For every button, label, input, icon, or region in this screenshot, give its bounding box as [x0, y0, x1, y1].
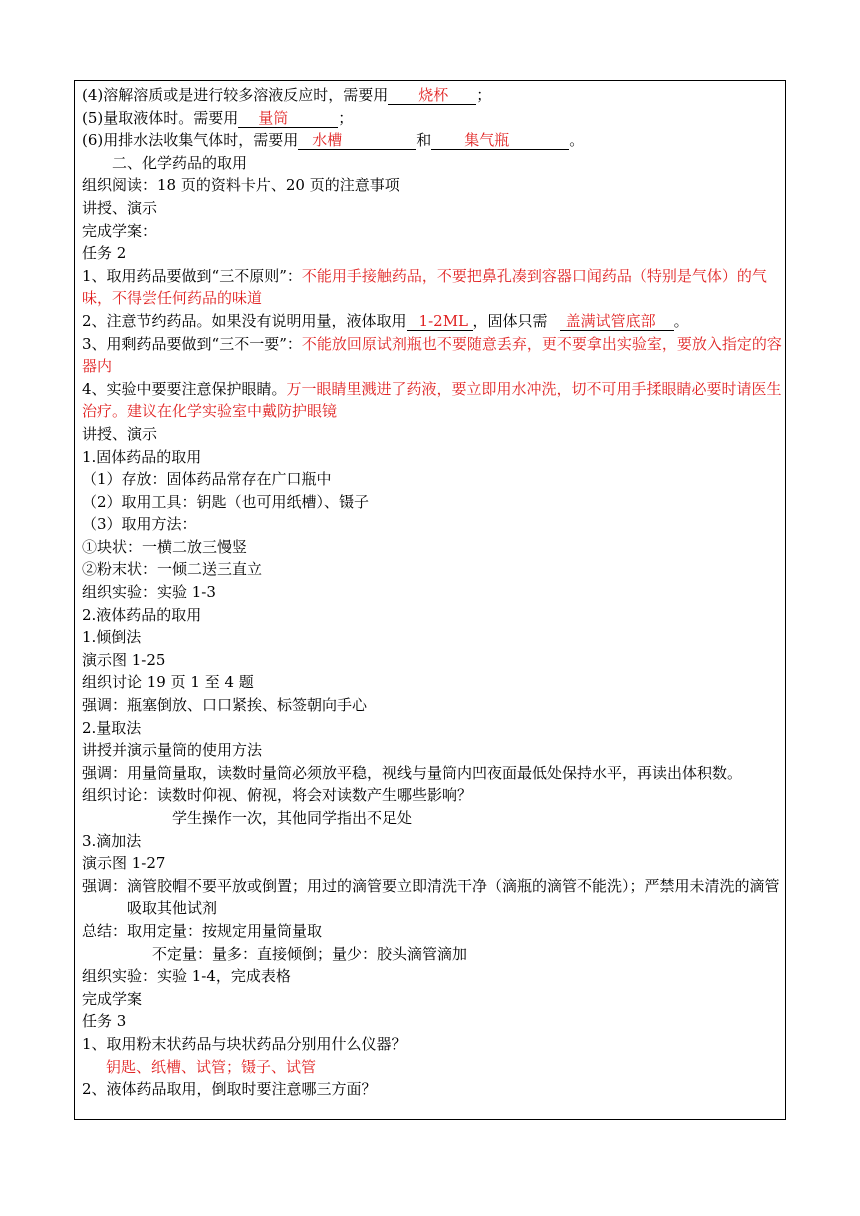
- student-operation: 学生操作一次，其他同学指出不足处: [172, 809, 413, 827]
- emphasis-measuring: 强调：用量筒量取，读数时量筒必须放平稳，视线与量筒内凹夜面最低处保持水平，再读出体积数。: [82, 763, 743, 782]
- lesson-content: [82, 84, 784, 1101]
- demo-fig-1-27: 演示图 1-27: [82, 854, 166, 873]
- section-heading: 二、化学药品的取用: [112, 153, 248, 172]
- solid-block: ①块状：一横二放三慢竖: [82, 537, 248, 556]
- task2-item-1: [82, 265, 784, 310]
- lecture-line: 讲授、演示: [82, 198, 158, 217]
- answer-blank: [298, 132, 416, 150]
- task3-answer-1: 钥匙、纸槽、试管；镊子、试管: [106, 1057, 317, 1076]
- discussion-reading: 组织讨论：读数时仰视、俯视，将会对读数产生哪些影响？: [82, 786, 473, 805]
- task-3-heading: 任务 3: [82, 1012, 127, 1031]
- answer-liquid-amount: 1-2ML: [418, 311, 469, 330]
- answer-blank: [560, 313, 674, 331]
- solid-tools: （2）取用工具：钥匙（也可用纸槽）、镊子: [82, 492, 370, 511]
- experiment-1-4: 组织实验：实验 1-4，完成表格: [82, 967, 291, 986]
- item-5-text: (5)量取液体时。需要用: [82, 108, 239, 127]
- solid-storage: （1）存放：固体药品常存在广口瓶中: [82, 470, 332, 489]
- item-6-text: (6)用排水法收集气体时，需要用: [82, 131, 299, 150]
- emphasis-dropper: 强调：滴管胶帽不要平放或倒置；用过的滴管要立即清洗干净（滴瓶的滴管不能洗）；严禁用未清洗的滴管吸取其他试剂: [82, 876, 780, 918]
- emphasis-pouring: 强调：瓶塞倒放、口口紧挨、标签朝向手心: [82, 696, 368, 715]
- task-2-heading: 任务 2: [82, 244, 127, 263]
- task2-item-2: [82, 310, 784, 333]
- dropping-heading: 3.滴加法: [82, 831, 142, 850]
- answer-blank: [407, 313, 473, 331]
- discussion-line: 组织讨论 19 页 1 至 4 题: [82, 673, 254, 692]
- summary-indefinite: 不定量：量多：直接倾倒；量少：胶头滴管滴加: [152, 944, 468, 963]
- answer-beaker: 烧杯: [418, 86, 449, 104]
- measuring-demo: 讲授并演示量筒的使用方法: [82, 741, 263, 760]
- item-4-beaker: [82, 84, 784, 107]
- answer-gas-bottle: 集气瓶: [464, 131, 510, 150]
- summary-line: 总结：取用定量：按规定用量筒量取: [82, 921, 323, 940]
- item-answer: 不能放回原试剂瓶也不要随意丢弃，更不要拿出实验室，要放入指定的容器内: [82, 334, 782, 376]
- demo-fig-1-25: 演示图 1-25: [82, 650, 166, 669]
- solid-method: （3）取用方法：: [82, 515, 197, 534]
- measuring-heading: 2.量取法: [82, 718, 142, 737]
- task3-question-1: 1、取用粉末状药品与块状药品分别用什么仪器？: [82, 1034, 407, 1053]
- item-label: 2、注意节约药品。如果没有说明用量，液体取用: [82, 311, 407, 330]
- answer-blank: [388, 87, 476, 105]
- task3-question-2: 2、液体药品取用，倒取时要注意哪三方面？: [82, 1080, 377, 1099]
- pouring-heading: 1.倾倒法: [82, 628, 142, 647]
- punct: 。: [569, 131, 585, 150]
- punct: 。: [673, 311, 689, 330]
- experiment-1-3: 组织实验：实验 1-3: [82, 583, 216, 602]
- lecture-line: 讲授、演示: [82, 424, 158, 443]
- answer-blank: [431, 132, 569, 150]
- punct: ；: [338, 108, 354, 127]
- item-answer: 万一眼睛里溅进了药液，要立即用水冲洗，切不可用手揉眼睛必要时请医生治疗。建议在化学实验室中戴防护眼镜: [82, 379, 782, 421]
- punct: ；: [476, 86, 492, 104]
- item-mid: ，固体只需: [472, 311, 548, 330]
- solid-powder: ②粉末状：一倾二送三直立: [82, 560, 263, 579]
- item-5-cylinder: [82, 107, 784, 130]
- task2-item-3: [82, 333, 784, 378]
- item-answer: 不能用手接触药品，不要把鼻孔凑到容器口闻药品（特别是气体）的气味，不得尝任何药品的味道: [82, 266, 767, 308]
- item-6-gas: [82, 129, 784, 152]
- complete-line: 完成学案: [82, 989, 143, 1008]
- reading-line: 组织阅读：18 页的资料卡片、20 页的注意事项: [82, 176, 400, 195]
- solid-heading: 1.固体药品的取用: [82, 447, 202, 466]
- answer-cylinder: 量筒: [258, 108, 289, 127]
- task2-item-4: [82, 378, 784, 423]
- conjunction: 和: [416, 131, 432, 150]
- answer-solid-amount: 盖满试管底部: [565, 311, 656, 330]
- complete-line: 完成学案：: [82, 221, 158, 240]
- answer-trough: 水槽: [312, 131, 343, 150]
- item-4-text: (4)溶解溶质或是进行较多溶液反应时，需要用: [82, 86, 389, 104]
- answer-blank: [238, 110, 338, 128]
- item-label: 4、实验中要要注意保护眼睛。: [82, 379, 287, 398]
- liquid-heading: 2.液体药品的取用: [82, 605, 202, 624]
- item-label: 1、取用药品要做到“三不原则”：: [82, 266, 302, 285]
- item-label: 3、用剩药品要做到“三不一要”：: [82, 334, 302, 353]
